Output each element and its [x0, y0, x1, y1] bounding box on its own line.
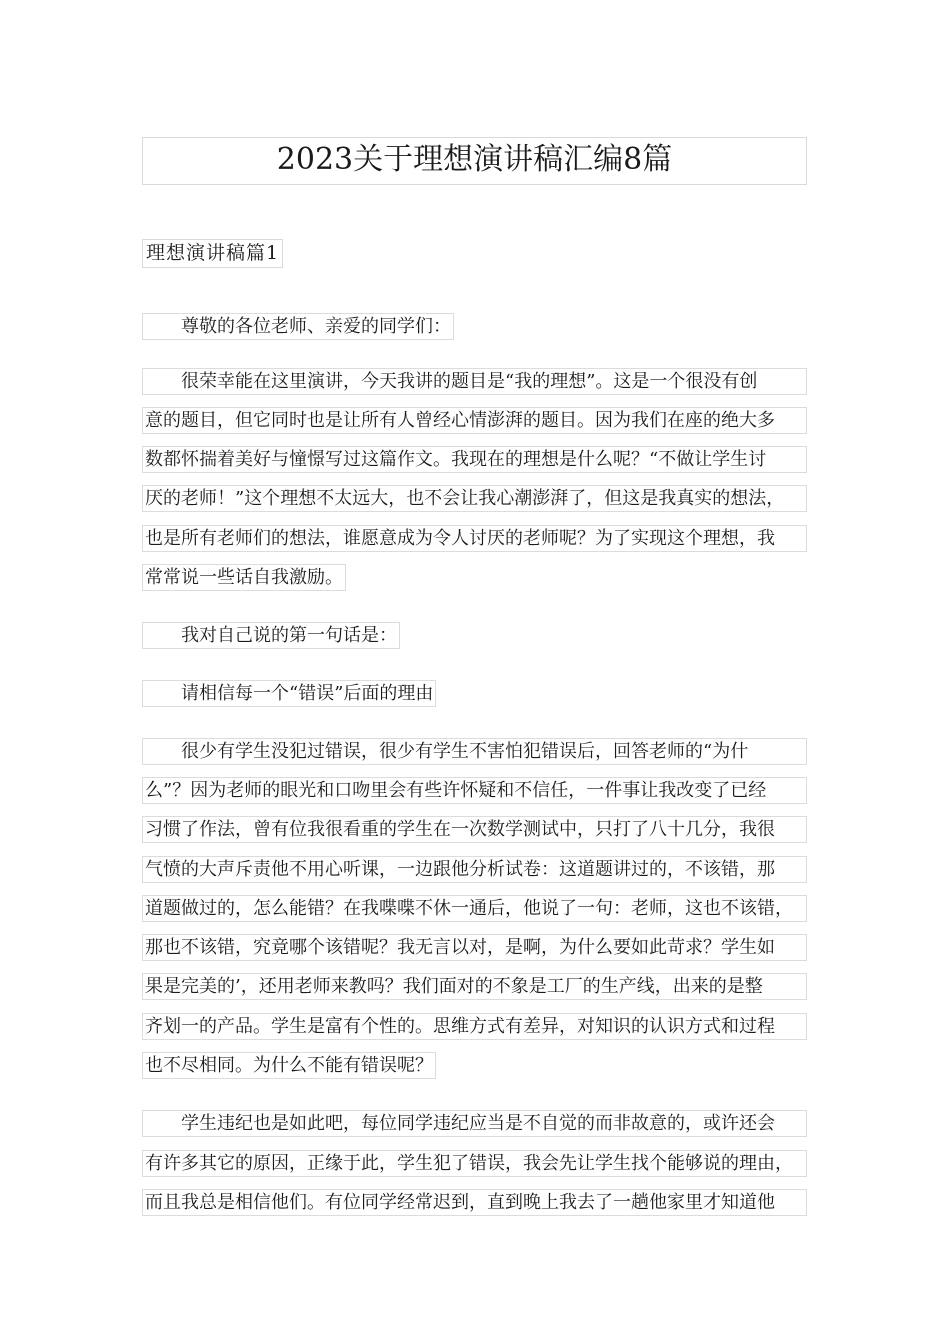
section-heading: 理想演讲稿篇1 — [142, 239, 283, 268]
paragraph-line: 么”？因为老师的眼光和口吻里会有些许怀疑和不信任，一件事让我改变了已经 — [142, 777, 807, 804]
paragraph-line: 习惯了作法，曾有位我很看重的学生在一次数学测试中，只打了八十几分，我很 — [142, 816, 807, 843]
paragraph-line: 学生违纪也是如此吧，每位同学违纪应当是不自觉的而非故意的，或许还会 — [142, 1110, 807, 1137]
paragraph-line: 我对自己说的第一句话是： — [142, 622, 400, 649]
paragraph-line: 请相信每一个“错误”后面的理由 — [142, 680, 436, 707]
paragraph-line: 齐划一的产品。学生是富有个性的。思维方式有差异，对知识的认识方式和过程 — [142, 1013, 807, 1040]
paragraph-line: 很少有学生没犯过错误，很少有学生不害怕犯错误后，回答老师的“为什 — [142, 738, 807, 765]
paragraph-line: 也不尽相同。为什么不能有错误呢？ — [142, 1052, 436, 1079]
paragraph-line: 那也不该错，究竟哪个该错呢？我无言以对，是啊，为什么要如此苛求？学生如 — [142, 934, 807, 961]
paragraph-line: 有许多其它的原因，正缘于此，学生犯了错误，我会先让学生找个能够说的理由， — [142, 1150, 807, 1177]
paragraph-line: 而且我总是相信他们。有位同学经常迟到，直到晚上我去了一趟他家里才知道他 — [142, 1189, 807, 1216]
paragraph-line: 尊敬的各位老师、亲爱的同学们： — [142, 313, 454, 340]
paragraph-line: 道题做过的，怎么能错？在我喋喋不休一通后，他说了一句：老师，这也不该错， — [142, 895, 807, 922]
paragraph-line: 厌的老师！”这个理想不太远大，也不会让我心潮澎湃了，但这是我真实的想法， — [142, 485, 807, 512]
paragraph-line: 常常说一些话自我激励。 — [142, 564, 346, 591]
paragraph-line: 很荣幸能在这里演讲，今天我讲的题目是“我的理想”。这是一个很没有创 — [142, 368, 807, 395]
document-title: 2023关于理想演讲稿汇编8篇 — [142, 137, 807, 185]
paragraph-line: 意的题目，但它同时也是让所有人曾经心情澎湃的题目。因为我们在座的绝大多 — [142, 407, 807, 434]
paragraph-line: 也是所有老师们的想法，谁愿意成为令人讨厌的老师呢？为了实现这个理想，我 — [142, 525, 807, 552]
paragraph-line: 气愤的大声斥责他不用心听课，一边跟他分析试卷：这道题讲过的，不该错，那 — [142, 856, 807, 883]
paragraph-line: 数都怀揣着美好与憧憬写过这篇作文。我现在的理想是什么呢？“不做让学生讨 — [142, 446, 807, 473]
paragraph-line: 果是完美的’，还用老师来教吗？我们面对的不象是工厂的生产线，出来的是整 — [142, 973, 807, 1000]
